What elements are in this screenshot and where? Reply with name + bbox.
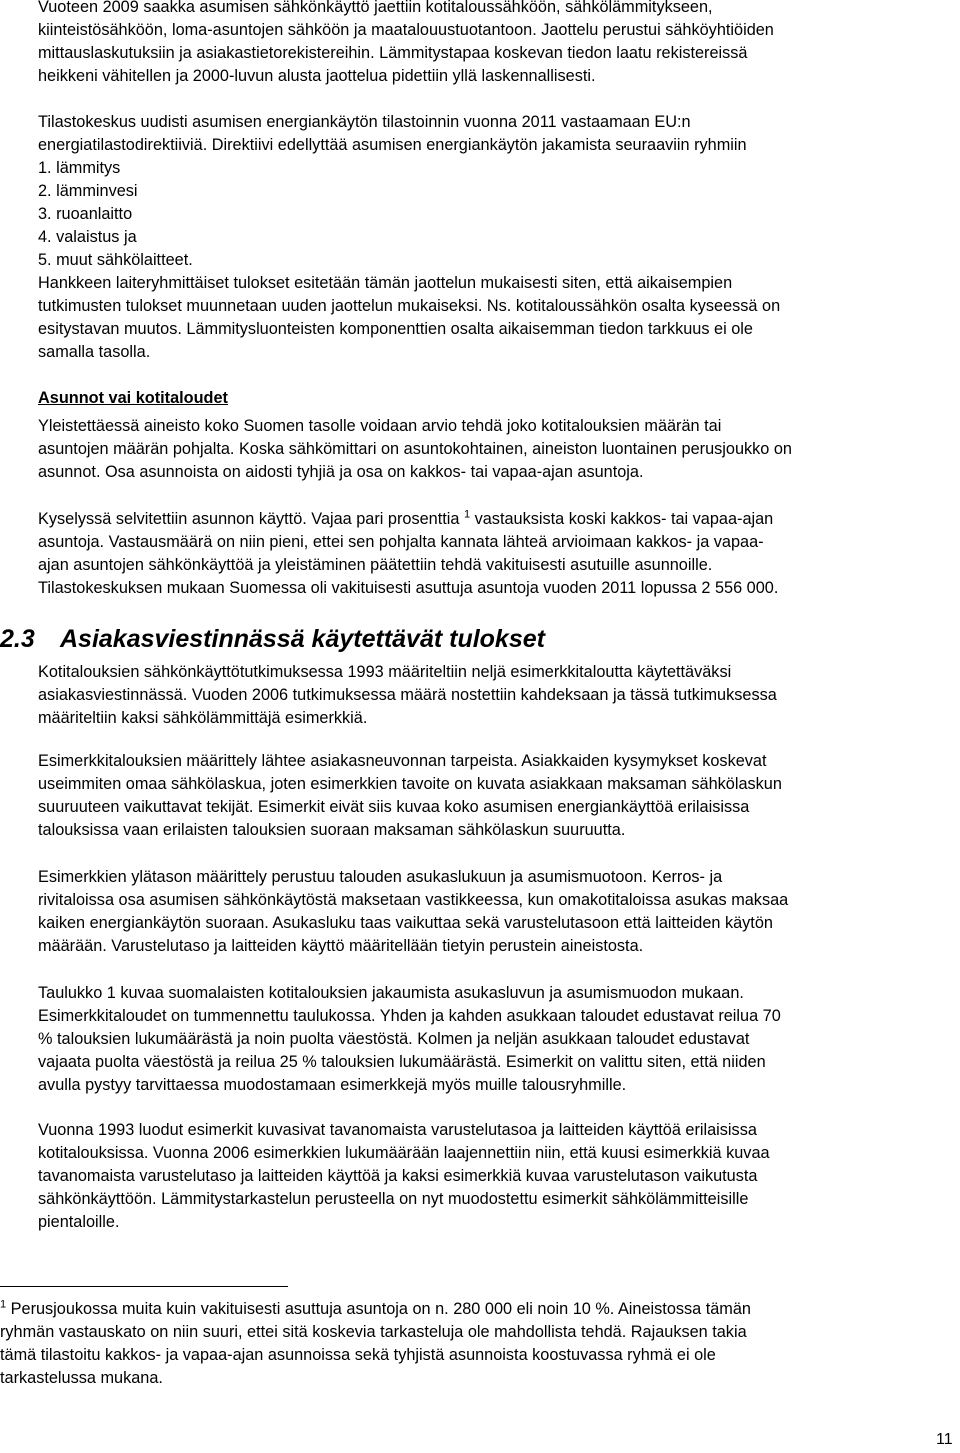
text-line: tämä tilastoitu kakkos- ja vapaa-ajan asunnoissa sekä tyhjistä asunnoista koostuvassa ryhmä ei ole xyxy=(0,1346,716,1364)
text-line: vajaata puolta väestöstä ja reilua 25 % talouksien lukumäärästä. Esimerkit on valittu siten, että niiden xyxy=(38,1053,766,1071)
text-line: Tilastokeskus uudisti asumisen energiankäytön tilastoinnin vuonna 2011 vastaamaan EU:n xyxy=(38,113,691,131)
text-line: rivitaloissa osa asumisen sähkönkäytöstä maksetaan vastikkeessa, kun omakotitaloissa asukas maksaa xyxy=(38,891,789,909)
text-line: samalla tasolla. xyxy=(38,343,151,361)
text-line: Yleistettäessä aineisto koko Suomen tasolle voidaan arvio tehdä joko kotitalouksien määrän tai xyxy=(38,417,722,435)
text-line: Esimerkkitaloudet on tummennettu taulukossa. Yhden ja kahden asukkaan taloudet edustavat reilua 70 xyxy=(38,1007,781,1025)
text-line: Hankkeen laiteryhmittäiset tulokset esitetään tämän jaottelun mukaisesti siten, että aikaisempien xyxy=(38,274,733,292)
text-fragment: Kyselyssä selvitettiin asunnon käyttö. Vajaa pari prosenttia xyxy=(38,510,464,528)
list-item: 2. lämminvesi xyxy=(38,182,138,200)
definition-paragraph xyxy=(38,750,950,842)
section-number: 2.3 xyxy=(0,625,35,653)
text-fragment: Perusjoukossa muita kuin vakituisesti asuttuja asuntoja on n. 280 000 eli noin 10 %. Aineistossa tämän xyxy=(6,1300,751,1318)
text-line: avulla pystyy tarvittaessa muodostamaan esimerkkejä myös muille talousryhmille. xyxy=(38,1076,627,1094)
section-title: Asiakasviestinnässä käytettävät tulokset xyxy=(60,625,545,653)
example-households-paragraph xyxy=(38,661,950,730)
text-line: tutkimusten tulokset muunnetaan uuden jaottelun mukaiseksi. Ns. kotitaloussähkön osalta kyseessä on xyxy=(38,297,781,315)
text-line: asunnot. Osa asunnoista on aidosti tyhjiä ja osa on kakkos- tai vapaa-ajan asuntoja. xyxy=(38,463,644,481)
text-line: % talouksien lukumäärästä ja noin puolta väestöstä. Kolmen ja neljän asukkaan taloudet edustavat xyxy=(38,1030,750,1048)
text-line: Kotitalouksien sähkönkäyttötutkimuksessa 1993 määriteltiin neljä esimerkkitaloutta käytettäväksi xyxy=(38,663,732,681)
history-paragraph xyxy=(38,1119,950,1234)
text-line: esitystavan muutos. Lämmitysluonteisten komponenttien osalta aikaisemman tiedon tarkkuus ei ole xyxy=(38,320,753,338)
text-line xyxy=(38,508,950,531)
list-item: 5. muut sähkölaitteet. xyxy=(38,251,193,269)
text-line: heikkeni vähitellen ja 2000-luvun alusta jaottelua pidettiin yllä laskennallisesti. xyxy=(38,67,596,85)
text-line xyxy=(0,1298,950,1321)
text-line: Esimerkkien ylätason määrittely perustuu talouden asukaslukuun ja asumismuotoon. Kerros- ja xyxy=(38,868,723,886)
text-line: useimmiten omaa sähkölaskua, joten esimerkkien tavoite on kuvata asiakkaan maksaman sähkölaskun xyxy=(38,775,782,793)
text-line: Vuonna 1993 luodut esimerkit kuvasivat tavanomaista varustelutasoa ja laitteiden käyttöä erilaisissa xyxy=(38,1121,757,1139)
text-line: ajan asuntojen sähkönkäyttöä ja yleistäminen päätettiin tehdä vakituisesti asutuille asunnoille. xyxy=(38,556,713,574)
text-line: määriteltiin kaksi sähkölämmittäjä esimerkkiä. xyxy=(38,709,368,727)
text-line: asiakasviestinnässä. Vuoden 2006 tutkimuksessa määrä nostettiin kahdeksaan ja tässä tutkimuksessa xyxy=(38,686,777,704)
table-description-paragraph xyxy=(38,982,950,1097)
text-line: tavanomaista varustelutaso ja laitteiden käyttöä ja kaksi esimerkkiä kuvaa varustelutason vaikutusta xyxy=(38,1167,758,1185)
top-level-paragraph xyxy=(38,866,950,958)
text-line: tarkastelussa mukana. xyxy=(0,1369,163,1387)
list-item: 1. lämmitys xyxy=(38,159,121,177)
survey-paragraph xyxy=(38,508,950,600)
eu-directive-paragraph xyxy=(38,111,950,157)
text-line: mittauslaskutuksiin ja asiakastietorekistereihin. Lämmitystapaa koskevan tiedon laatu rekistereissä xyxy=(38,44,748,62)
text-line: määrään. Varustelutaso ja laitteiden käyttö määritellään tietyin perustein aineistosta. xyxy=(38,937,644,955)
results-paragraph xyxy=(38,272,950,364)
footnote-reference: 1 xyxy=(463,508,471,521)
text-line: kiinteistösähköön, loma-asuntojen sähköön ja maatalouustuotantoon. Jaottelu perustui sähköyhtiöiden xyxy=(38,21,774,39)
text-line: suuruuteen vaikuttavat tekijät. Esimerkit eivät siis kuvaa koko asumisen energiankäyttöä erilaisissa xyxy=(38,798,750,816)
text-line: kaiken energiankäytön suoraan. Asukasluku taas vaikuttaa sekä varustelutasoon että laitteiden käytön xyxy=(38,914,773,932)
text-line: sähkönkäyttöön. Lämmitystarkastelun perusteella on nyt muodostettu esimerkit sähkölämmitteisille xyxy=(38,1190,749,1208)
intro-paragraph xyxy=(38,0,950,88)
text-line: Vuoteen 2009 saakka asumisen sähkönkäyttö jaettiin kotitaloussähköön, sähkölämmitykseen, xyxy=(38,0,713,16)
subheading-text: Asunnot vai kotitaloudet xyxy=(38,389,228,407)
text-line: Taulukko 1 kuvaa suomalaisten kotitalouksien jakaumista asukasluvun ja asumismuodon mukaan. xyxy=(38,984,744,1002)
footnote xyxy=(0,1298,950,1390)
text-line: Tilastokeskuksen mukaan Suomessa oli vakituisesti asuttuja asuntoja vuoden 2011 lopussa 2 556 000. xyxy=(38,579,779,597)
text-line: pientaloille. xyxy=(38,1213,120,1231)
text-line: asuntoja. Vastausmäärä on niin pieni, ettei sen pohjalta kannata lähteä arvioimaan kakkos- ja vapaa- xyxy=(38,533,764,551)
footnote-separator xyxy=(0,1286,288,1287)
text-line: kotitalouksissa. Vuonna 2006 esimerkkien lukumäärään laajennettiin niin, että kuusi esimerkkiä kuvaa xyxy=(38,1144,770,1162)
text-line: asuntojen määrän pohjalta. Koska sähkömittari on asuntokohtainen, aineiston luontainen perusjoukko on xyxy=(38,440,792,458)
list-item: 3. ruoanlaitto xyxy=(38,205,133,223)
text-line: Esimerkkitalouksien määrittely lähtee asiakasneuvonnan tarpeista. Asiakkaiden kysymykset koskevat xyxy=(38,752,767,770)
text-line: ryhmän vastauskato on niin suuri, ettei sitä koskevia tarkasteluja ole mahdollista tehdä. Rajauksen takia xyxy=(0,1323,747,1341)
generalization-paragraph xyxy=(38,415,950,484)
page-number: 11 xyxy=(936,1431,953,1448)
text-line: talouksissa vaan erilaisten talouksien suoraan maksaman sähkölaskun suuruutta. xyxy=(38,821,626,839)
footnote-marker: 1 xyxy=(0,1298,7,1311)
text-line: energiatilastodirektiiviä. Direktiivi edellyttää asumisen energiankäytön jakamista seuraaviin ryhmiin xyxy=(38,136,747,154)
text-fragment: vastauksista koski kakkos- tai vapaa-ajan xyxy=(470,510,774,528)
list-item: 4. valaistus ja xyxy=(38,228,137,246)
energy-groups-list xyxy=(38,157,193,272)
subheading xyxy=(38,387,950,410)
